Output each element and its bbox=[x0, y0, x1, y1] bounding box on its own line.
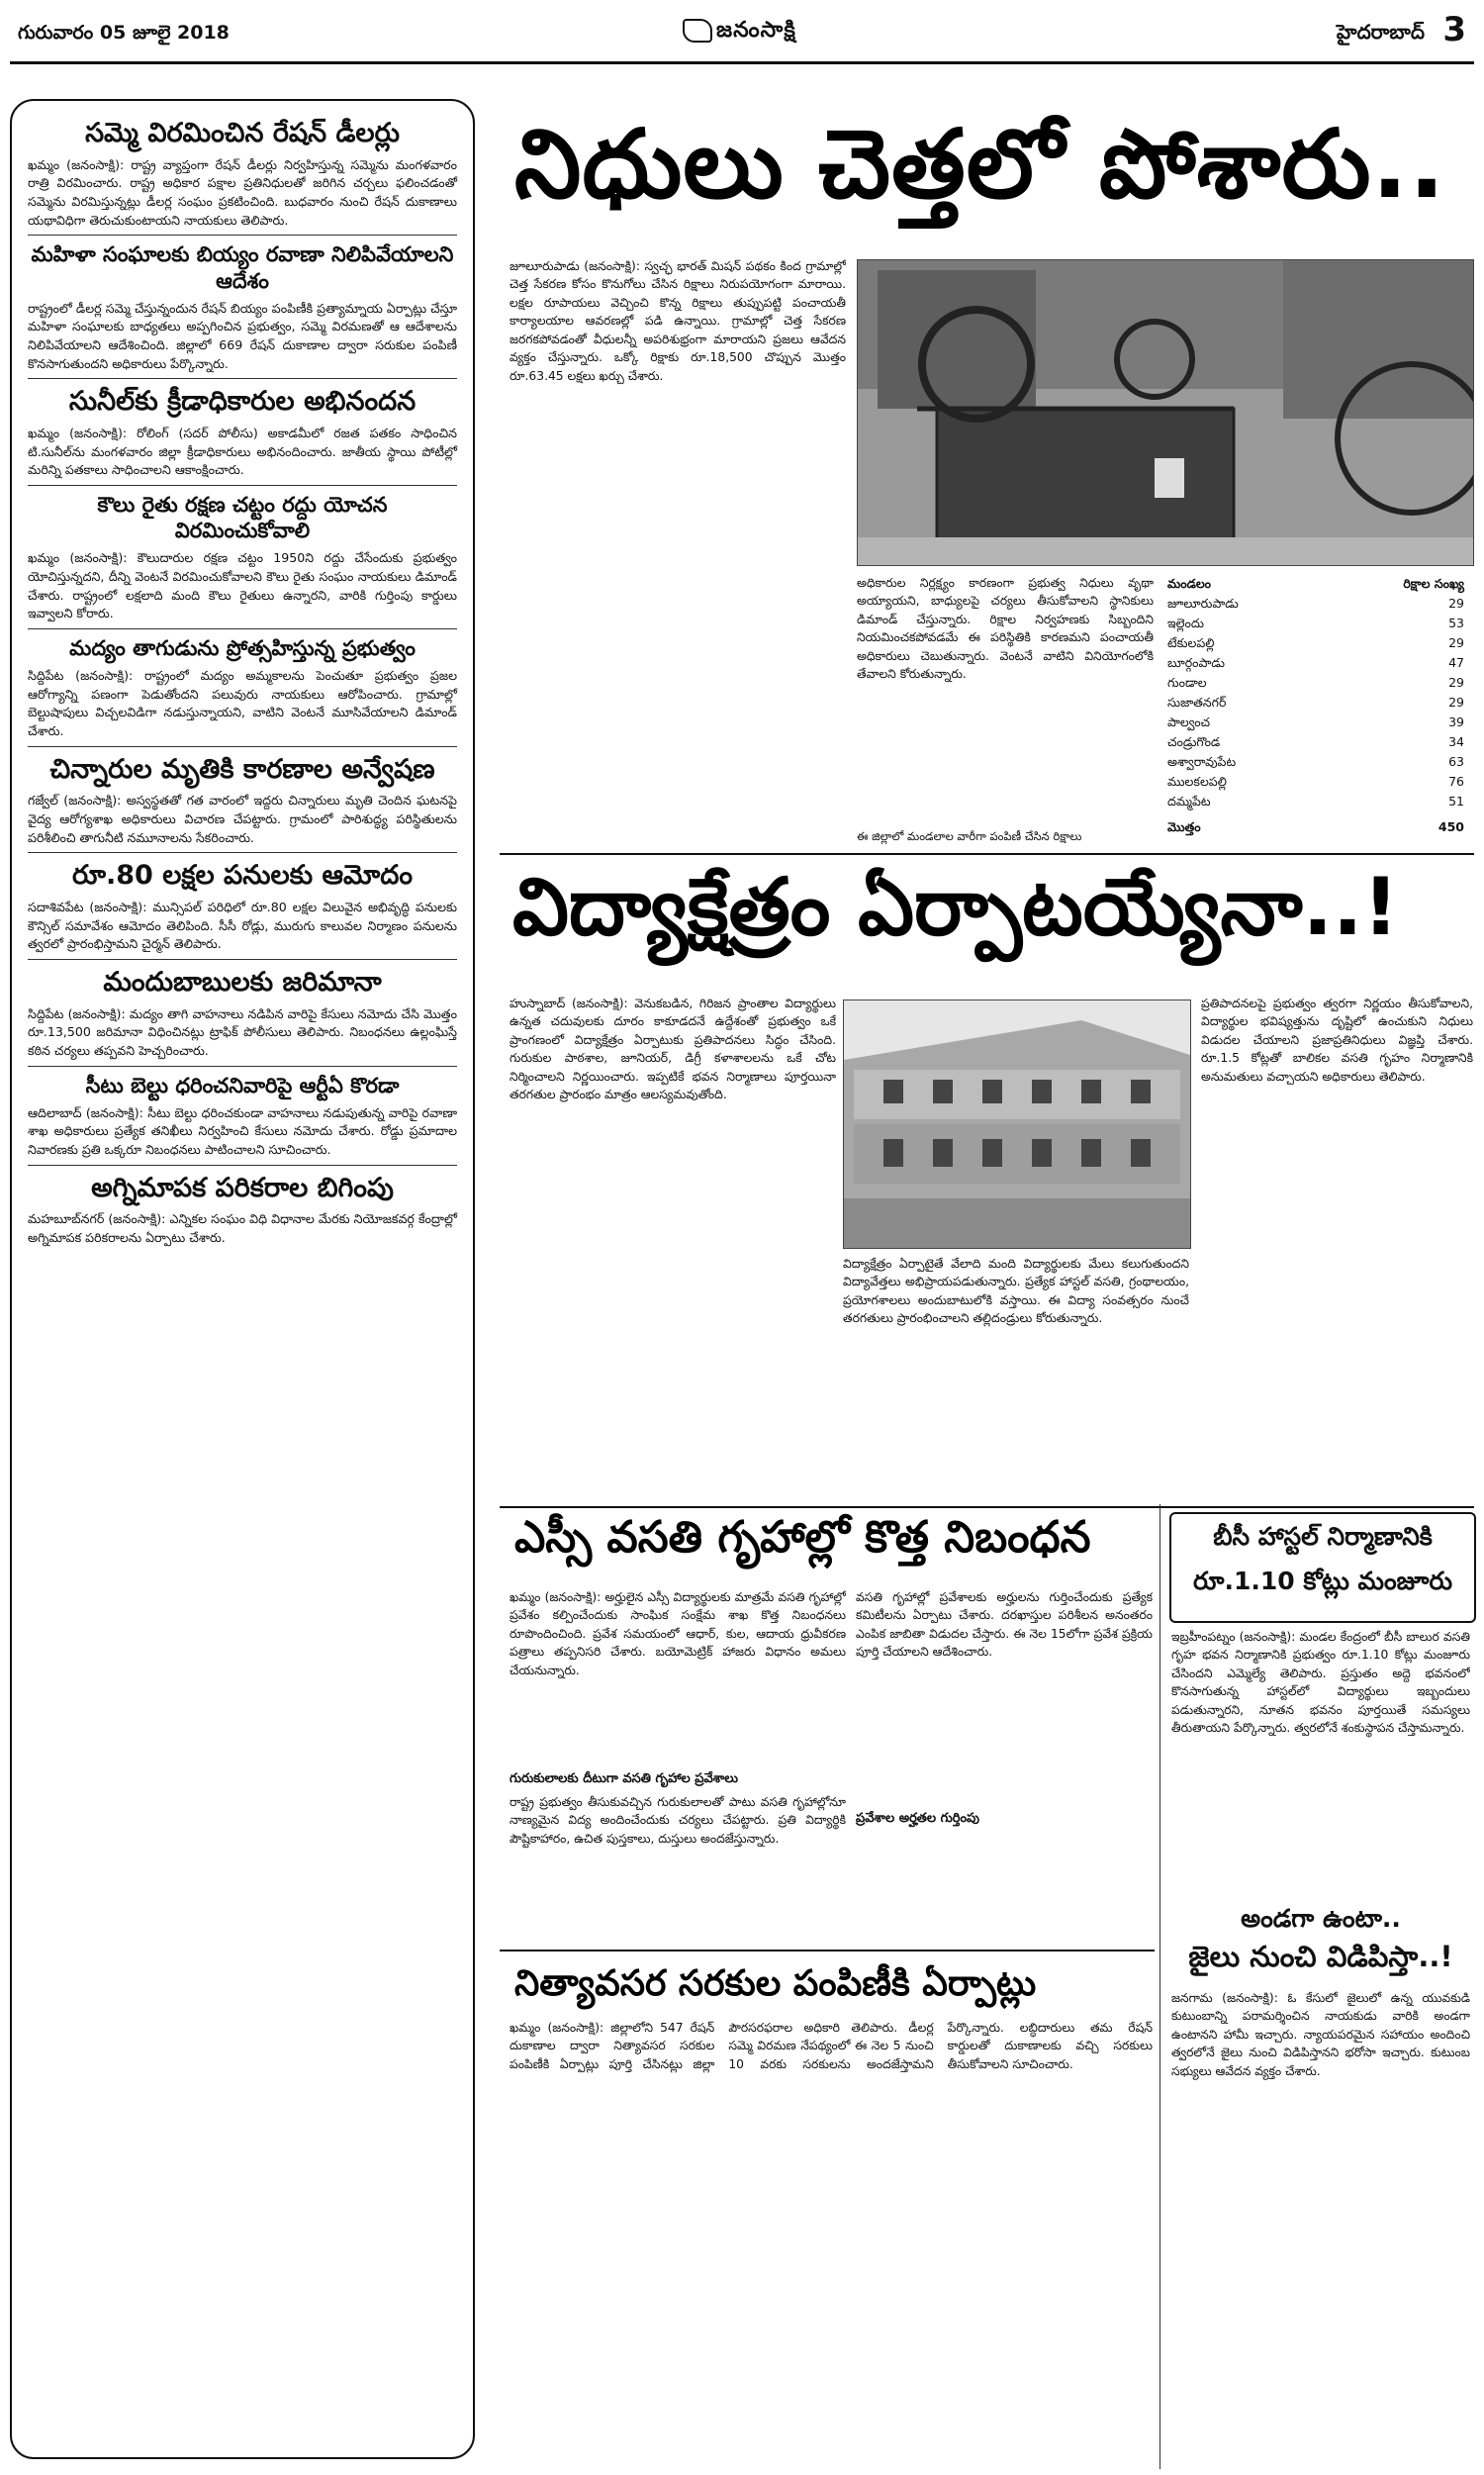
table-cell-mandal: దమ్మపేట bbox=[1167, 794, 1211, 809]
left-story-body: ఖమ్మం (జనంసాక్షి): రోలింగ్‌ (సదర్‌ పోలీసు) అకాడమీలో రజత పతకం సాధించిన టి.సునీల్‌ను మంగళవారం జిల్లా క్రీడాధికారులు అభినందించారు. జాతీయ స్థాయి పోటీల్లో మరిన్ని పతకాలు సాధించాలని ఆకాంక్షించారు. bbox=[28, 426, 457, 478]
left-story-divider bbox=[28, 746, 457, 747]
table-cell-mandal: ఇల్లెందు bbox=[1167, 616, 1204, 630]
table-cell-mandal: సుజాతనగర్‌ bbox=[1167, 695, 1227, 710]
table-cell-count: 29 bbox=[1448, 695, 1464, 710]
story1-headline: నిధులు చెత్తలో పోశారు.. bbox=[514, 109, 1446, 220]
table-row bbox=[1167, 594, 1464, 614]
table-cell-count: 51 bbox=[1448, 794, 1464, 809]
story6-headline: నిత్యావసర సరకుల పంపిణీకి ఏర్పాట్లు bbox=[514, 1963, 1037, 2004]
table-row bbox=[1167, 752, 1464, 772]
left-story-headline: మద్యం తాగుడును ప్రోత్సహిస్తున్న ప్రభుత్వం bbox=[69, 635, 416, 660]
story1-divider bbox=[500, 853, 1474, 855]
story3-subhead2: ప్రవేశాల అర్హతల గుర్తింపు bbox=[856, 1811, 980, 1826]
table-cell-count: 34 bbox=[1448, 734, 1464, 749]
story6-body: ఖమ్మం (జనంసాక్షి): జిల్లాలోని 547 రేషన్‌ దుకాణాల ద్వారా నిత్యావసర సరకుల పంపిణీకి ఏర్పాట్లు పూర్తి చేసినట్లు జిల్లా పౌరసరఫరాల అధికారి తెలిపారు. డీలర్ల సమ్మె విరమణ నేపథ్యంలో ఈ నెల 5 నుంచి 10 వరకు సరకులను అందజేస్తామని పేర్కొన్నారు. లబ్ధిదారులు తమ రేషన్‌ కార్డులతో దుకాణాలకు వచ్చి సరకులు తీసుకోవాలని సూచించారు. bbox=[510, 2021, 1153, 2071]
left-story-headline: సీటు బెల్టు ధరించనివారిపై ఆర్టీఏ కొరడా bbox=[85, 1073, 400, 1097]
table-cell-mandal: చండ్రుగొండ bbox=[1167, 734, 1221, 749]
page-number: 3 bbox=[1442, 10, 1466, 49]
story4-headline-line1: బీసీ హాస్టల్‌ నిర్మాణానికి bbox=[1213, 1522, 1433, 1551]
left-story-divider bbox=[28, 628, 457, 629]
story5-body: జనగామ (జనంసాక్షి): ఓ కేసులో జైలులో ఉన్న యువకుడి కుటుంబాన్ని పరామర్శించిన నాయకుడు వారికి అండగా ఉంటానని హామీ ఇచ్చారు. న్యాయపరమైన సహాయం అందించి త్వరలోనే జైలు నుంచి విడిపిస్తానని భరోసా ఇచ్చారు. కుటుంబ సభ్యులు ఆవేదన వ్యక్తం చేశారు. bbox=[1171, 1991, 1470, 2078]
left-story-body: ఖమ్మం (జనంసాక్షి): కౌలుదారుల రక్షణ చట్టం 1950ని రద్దు చేసేందుకు ప్రభుత్వం యోచిస్తున్నదని, దీన్ని వెంటనే విరమించుకోవాలని కౌలు రైతు సంఘం నాయకులు డిమాండ్‌ చేశారు. రాష్ట్రంలో లక్షలాది మంది కౌలు రైతులు ఉన్నారని, వారికి గుర్తింపు కార్డులు ఇవ్వాలని కోరారు. bbox=[28, 550, 457, 621]
story2-body-col3: ప్రతిపాదనలపై ప్రభుత్వం త్వరగా నిర్ణయం తీసుకోవాలని, విద్యార్థుల భవిష్యత్తును దృష్టిలో ఉంచుకుని నిధులు విడుదల చేయాలని ప్రజాప్రతినిధులు విజ్ఞప్తి చేశారు. రూ.1.5 కోట్లతో బాలికల వసతి గృహం నిర్మాణానికి అనుమతులు వచ్చాయని అధికారులు తెలిపారు. bbox=[1201, 997, 1473, 1084]
table-total-label: మొత్తం bbox=[1167, 819, 1201, 834]
story3-column-divider bbox=[1159, 1504, 1160, 2469]
rickshaw-table bbox=[1167, 574, 1464, 837]
table-row bbox=[1167, 713, 1464, 732]
table-row bbox=[1167, 673, 1464, 693]
table-row bbox=[1167, 633, 1464, 653]
table-cell-count: 29 bbox=[1448, 675, 1464, 690]
table-cell-count: 29 bbox=[1448, 635, 1464, 650]
table-cell-count: 29 bbox=[1448, 596, 1464, 611]
story3-subhead1: గురుకులాలకు దీటుగా వసతి గృహాల ప్రవేశాలు bbox=[510, 1771, 738, 1786]
left-story-divider bbox=[28, 959, 457, 960]
table-cell-mandal: జూలూరుపాడు bbox=[1167, 596, 1239, 611]
table-row bbox=[1167, 693, 1464, 713]
issue-date: గురువారం 05 జూలై 2018 bbox=[18, 22, 230, 44]
story1-body-col1: జూలూరుపాడు (జనంసాక్షి): స్వచ్ఛ భారత్‌ మిషన్‌ పథకం కింద గ్రామాల్లో చెత్త సేకరణ కోసం కొనుగోలు చేసిన రిక్షాలు నిరుపయోగంగా మారాయి. లక్షల రూపాయలు వెచ్చించి కొన్న రిక్షాలు తుప్పుపట్టి పంచాయతీ కార్యాలయాల ఆవరణల్లో పడి ఉన్నాయి. గ్రామాల్లో చెత్త సేకరణ జరగకపోవడంతో వీధులన్నీ అపరిశుభ్రంగా మారాయని ప్రజలు ఆవేదన వ్యక్తం చేస్తున్నారు. ఒక్కో రిక్షాకు రూ.18,500 చొప్పున మొత్తం రూ.63.45 లక్షలు ఖర్చు చేశారు. bbox=[510, 259, 846, 383]
table-cell-count: 39 bbox=[1448, 714, 1464, 729]
story5-headline-line1: అండగా ఉంటా.. bbox=[1241, 1904, 1401, 1933]
story2-divider bbox=[500, 1506, 1474, 1508]
story4-body: ఇబ్రహీంపట్నం (జనంసాక్షి): మండల కేంద్రంలో బీసీ బాలుర వసతి గృహ భవన నిర్మాణానికి ప్రభుత్వం రూ.1.10 కోట్లు మంజూరు చేసిందని ఎమ్మెల్యే తెలిపారు. ప్రస్తుతం అద్దె భవనంలో కొనసాగుతున్న హాస్టల్‌లో విద్యార్థులు ఇబ్బందులు పడుతున్నారని, నూతన భవనం పూర్తయితే సమస్యలు తీరుతాయని పేర్కొన్నారు. త్వరలోనే శంకుస్థాపన చేస్తామన్నారు. bbox=[1171, 1630, 1470, 1736]
table-row bbox=[1167, 732, 1464, 752]
left-story-headline: మహిళా సంఘాలకు బియ్యం రవాణా నిలిపివేయాలని ఆదేశం bbox=[31, 242, 454, 293]
left-story-divider bbox=[28, 1066, 457, 1067]
table-cell-count: 53 bbox=[1448, 616, 1464, 630]
garbage-rickshaw-photo bbox=[857, 259, 1474, 566]
left-story-divider bbox=[28, 852, 457, 853]
logo-mark-icon bbox=[683, 19, 712, 43]
left-story-headline: రూ.80 లక్షల పనులకు ఆమోదం bbox=[71, 860, 414, 892]
left-story-body: సిద్దిపేట (జనంసాక్షి): మద్యం తాగి వాహనాలు నడిపిన వారిపై కేసులు నమోదు చేసి మొత్తం రూ.13,500 జరిమానా విధించినట్లు ట్రాఫిక్‌ పోలీసులు తెలిపారు. నిబంధనలు ఉల్లంఘిస్తే కఠిన చర్యలు తప్పవని హెచ్చరించారు. bbox=[28, 1005, 457, 1058]
table-cell-mandal: గుండాల bbox=[1167, 675, 1207, 690]
left-story-divider bbox=[28, 485, 457, 486]
story3-headline: ఎస్సీ వసతి గృహాల్లో కొత్త నిబంధన bbox=[514, 1512, 1091, 1563]
left-story-body: ఖమ్మం (జనంసాక్షి): రాష్ట్ర వ్యాప్తంగా రేషన్‌ డీలర్లు నిర్వహిస్తున్న సమ్మెను మంగళవారం రాత్రి విరమించారు. రాష్ట్ర అధికార పక్షాల ప్రతినిధులతో జరిగిన చర్చలు ఫలించడంతో సమ్మెను విరమిస్తున్నట్లు డీలర్ల సంఘం ప్రకటించింది. బుధవారం నుంచి రేషన్‌ దుకాణాలు యథావిధిగా తెరుచుకుంటాయని నాయకులు తెలిపారు. bbox=[28, 156, 457, 228]
left-story-headline: కౌలు రైతు రక్షణ చట్టం రద్దు యోచన విరమించుకోవాలి bbox=[97, 492, 388, 543]
table-row bbox=[1167, 792, 1464, 811]
left-story-body: సదాశివపేట (జనంసాక్షి): మున్సిపల్‌ పరిధిలో రూ.80 లక్షల విలువైన అభివృద్ధి పనులకు కౌన్సిల్‌ సమావేశం ఆమోదం తెలిపింది. సీసీ రోడ్లు, మురుగు కాలువల నిర్మాణం పనులను త్వరలో ప్రారంభిస్తామని చైర్మన్‌ తెలిపారు. bbox=[28, 900, 457, 952]
table-cell-mandal: టేకులపల్లి bbox=[1167, 635, 1215, 650]
story5-headline-line2: జైలు నుంచి విడిపిస్తా..! bbox=[1188, 1940, 1453, 1973]
building-illustration-icon bbox=[844, 1000, 1190, 1248]
story3-body-col1b: రాష్ట్ర ప్రభుత్వం తీసుకువచ్చిన గురుకులాలతో పాటు వసతి గృహాల్లోనూ నాణ్యమైన విద్య అందించేందుకు చర్యలు చేపట్టారు. ప్రతి విద్యార్థికి పౌష్టికాహారం, ఉచిత పుస్తకాలు, దుస్తులు అందజేస్తున్నారు. bbox=[510, 1795, 846, 1846]
left-story-headline: సమ్మె విరమించిన రేషన్‌ డీలర్లు bbox=[85, 118, 400, 148]
table-cell-mandal: అశ్వారావుపేట bbox=[1167, 754, 1237, 769]
table-caption: ఈ జిల్లాలో మండలాల వారీగా పంపిణీ చేసిన రిక్షాలు bbox=[857, 829, 1082, 843]
table-cell-count: 47 bbox=[1448, 655, 1464, 670]
left-story-headline: చిన్నారుల మృతికి కారణాల అన్వేషణ bbox=[49, 753, 435, 785]
rickshaw-illustration-icon bbox=[858, 260, 1473, 565]
story2-body-col1: హుస్నాబాద్‌ (జనంసాక్షి): వెనుకబడిన, గిరిజన ప్రాంతాల విద్యార్థులు ఉన్నత చదువులకు దూరం కాకూడదనే ఉద్దేశంతో ప్రభుత్వం ఒకే ప్రాంగణంలో విద్యాక్షేత్రం ఏర్పాటుకు ప్రతిపాదనలు సిద్ధం చేసింది. గురుకుల పాఠశాల, జూనియర్‌, డిగ్రీ కళాశాలలను ఒకే చోట నిర్మించాలని నిర్ణయించారు. ఇప్పటికే భవన నిర్మాణాలు పూర్తయినా తరగతుల ప్రారంభం మాత్రం ఆలస్యమవుతోంది. bbox=[510, 997, 836, 1102]
table-cell-mandal: బూర్గంపాడు bbox=[1167, 655, 1225, 670]
story6-divider bbox=[500, 1950, 1155, 1951]
left-story-headline: అగ్నిమాపక పరికరాల బిగింపు bbox=[91, 1172, 394, 1203]
table-cell-mandal: ములకలపల్లి bbox=[1167, 774, 1227, 789]
left-story-divider bbox=[28, 1165, 457, 1166]
story2-body-col2: విద్యాక్షేత్రం ఏర్పాటైతే వేలాది మంది విద్యార్థులకు మేలు కలుగుతుందని విద్యావేత్తలు అభిప్రాయపడుతున్నారు. ప్రత్యేక హాస్టల్‌ వసతి, గ్రంథాలయం, ప్రయోగశాలలు అందుబాటులోకి వస్తాయి. ఈ విద్యా సంవత్సరం నుంచే తరగతులు ప్రారంభించాలని తల్లిదండ్రులు కోరుతున్నారు. bbox=[843, 1257, 1189, 1326]
table-cell-count: 76 bbox=[1448, 774, 1464, 789]
header-divider bbox=[10, 61, 1474, 64]
table-row bbox=[1167, 653, 1464, 673]
left-story-headline: మందుబాబులకు జరిమానా bbox=[103, 966, 382, 998]
left-story-body: సిద్దిపేట (జనంసాక్షి): రాష్ట్రంలో మద్యం అమ్మకాలను పెంచుతూ ప్రభుత్వం ప్రజల ఆరోగ్యాన్ని పణంగా పెడుతోందని పలువురు నాయకులు ఆరోపించారు. గ్రామాల్లో బెల్టుషాపులు విచ్చలవిడిగా నడుస్తున్నాయని, వాటిని వెంటనే మూసివేయాలని డిమాండ్‌ చేశారు. bbox=[28, 668, 457, 738]
edition-city: హైదరాబాద్ bbox=[1336, 20, 1425, 44]
left-story-headline: సునీల్‌కు క్రీడాధికారుల అభినందన bbox=[68, 386, 417, 418]
logo-text: జనంసాక్షి bbox=[716, 18, 796, 43]
table-total-value: 450 bbox=[1438, 819, 1464, 834]
story4-headline-box bbox=[1169, 1512, 1476, 1623]
left-story-divider bbox=[28, 378, 457, 379]
table-col-mandal: మండలం bbox=[1167, 576, 1212, 591]
page-header bbox=[0, 0, 1484, 69]
table-cell-mandal: పాల్వంచ bbox=[1167, 714, 1211, 729]
school-building-photo bbox=[843, 1000, 1191, 1249]
story1-body-col2: అధికారుల నిర్లక్ష్యం కారణంగా ప్రభుత్వ నిధులు వృథా అయ్యాయని, బాధ్యులపై చర్యలు తీసుకోవాలని స్థానికులు డిమాండ్‌ చేస్తున్నారు. రిక్షాల నిర్వహణకు సిబ్బందిని నియమించకపోవడమే ఈ పరిస్థితికి కారణమని పంచాయతీ అధికారులు చెబుతున్నారు. వెంటనే వాటిని వినియోగంలోకి తేవాలని కోరుతున్నారు. bbox=[857, 576, 1154, 682]
table-row bbox=[1167, 614, 1464, 633]
left-news-column bbox=[10, 99, 475, 2459]
story3-body-col1: ఖమ్మం (జనంసాక్షి): అర్హులైన ఎస్సీ విద్యార్థులకు మాత్రమే వసతి గృహాల్లో ప్రవేశం కల్పించేందుకు సాంఘిక సంక్షేమ శాఖ కొత్త నిబంధనలు రూపొందించింది. ప్రవేశ సమయంలో ఆధార్‌, కుల, ఆదాయ ధ్రువీకరణ పత్రాలు తప్పనిసరి చేశారు. బయోమెట్రిక్‌ హాజరు విధానం అమలు చేయనున్నారు. bbox=[510, 1590, 846, 1677]
table-cell-count: 63 bbox=[1448, 754, 1464, 769]
masthead-logo bbox=[683, 18, 796, 48]
left-story-divider bbox=[28, 235, 457, 236]
table-header bbox=[1167, 574, 1464, 594]
story4-headline-line2: రూ.1.10 కోట్లు మంజూరు bbox=[1192, 1567, 1453, 1595]
table-row bbox=[1167, 772, 1464, 792]
left-story-body: మహబూబ్‌నగర్‌ (జనంసాక్షి): ఎన్నికల సంఘం విధి విధానాల మేరకు నియోజకవర్గ కేంద్రాల్లో అగ్నిమాపక పరికరాలను ఏర్పాటు చేశారు. bbox=[28, 1211, 457, 1245]
left-story-body: ఆదిలాబాద్‌ (జనంసాక్షి): సీటు బెల్టు ధరించకుండా వాహనాలు నడుపుతున్న వారిపై రవాణా శాఖ అధికారులు ప్రత్యేక తనిఖీలు నిర్వహించి కేసులు నమోదు చేశారు. రోడ్డు ప్రమాదాల నివారణకు ప్రతి ఒక్కరూ నిబంధనలు పాటించాలని సూచించారు. bbox=[28, 1104, 457, 1157]
table-col-count: రిక్షాల సంఖ్య bbox=[1403, 576, 1464, 591]
story2-headline: విద్యాక్షేత్రం ఏర్పాటయ్యేనా..! bbox=[512, 861, 1399, 953]
left-story-body: గజ్వేల్‌ (జనంసాక్షి): అస్వస్థతతో గత వారంలో ఇద్దరు చిన్నారులు మృతి చెందిన ఘటనపై వైద్య ఆరోగ్యశాఖ అధికారులు విచారణ చేపట్టారు. గ్రామంలో పారిశుద్ధ్య పరిస్థితులను పరిశీలించి తాగునీటి నమూనాలను సేకరించారు. bbox=[28, 793, 457, 845]
story3-body-col2: వసతి గృహాల్లో ప్రవేశాలకు అర్హులను గుర్తించేందుకు ప్రత్యేక కమిటీలను ఏర్పాటు చేశారు. దరఖాస్తుల పరిశీలన అనంతరం ఎంపిక జాబితా విడుదల చేస్తారు. ఈ నెల 15లోగా ప్రవేశ ప్రక్రియ పూర్తి చేయాలని ఆదేశించారు. bbox=[856, 1590, 1153, 1660]
left-story-body: రాష్ట్రంలో డీలర్ల సమ్మె చేస్తున్నందున రేషన్‌ బియ్యం పంపిణీకి ప్రత్యామ్నాయ ఏర్పాట్లు చేస్తూ మహిళా సంఘాలకు బాధ్యతలు అప్పగించిన ప్రభుత్వం, సమ్మె విరమణతో ఆ ఆదేశాలను నిలిపివేయాలని ఆదేశించింది. జిల్లాలో 669 రేషన్‌ దుకాణాల ద్వారా సరుకుల పంపిణీ కొనసాగుతుందని అధికారులు పేర్కొన్నారు. bbox=[28, 300, 457, 371]
